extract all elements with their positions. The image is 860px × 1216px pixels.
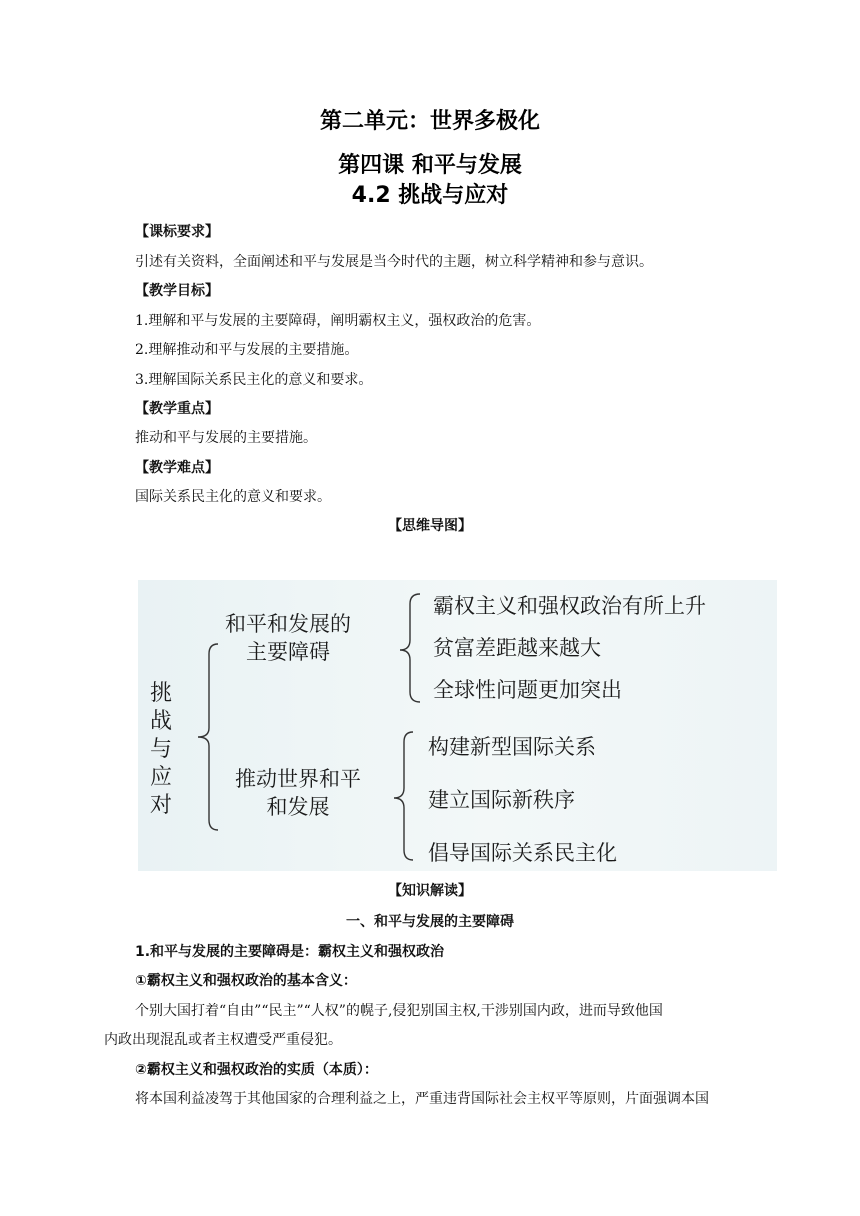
knowledge-heading: 【知识解读】 [388, 883, 472, 899]
branch1-bracket [400, 594, 420, 702]
branch-obstacles-line1: 和平和发展的 [225, 612, 351, 636]
branch2-bracket [394, 732, 413, 860]
unit-title: 第二单元：世界多极化 [319, 109, 540, 134]
sub-1-title: ①霸权主义和强权政治的基本含义： [135, 973, 357, 989]
leaf-new-relations: 构建新型国际关系 [428, 735, 596, 759]
branch-measures-line2: 和发展 [266, 795, 330, 819]
sub-1-text-line2: 内政出现混乱或者主权遭受严重侵犯。 [104, 1032, 342, 1048]
branch-obstacles-line2: 主要障碍 [246, 640, 330, 664]
point-1: 1.和平与发展的主要障碍是：霸权主义和强权政治 [135, 944, 445, 960]
branch-obstacles [218, 610, 358, 666]
leaf-wealth-gap: 贫富差距越来越大 [433, 636, 601, 660]
sub-2-title: ②霸权主义和强权政治的实质（本质）： [135, 1062, 378, 1078]
branch-measures-line1: 推动世界和平 [235, 767, 361, 791]
difficulty-heading: 【教学难点】 [135, 460, 219, 476]
leaf-global-issues: 全球性问题更加突出 [433, 678, 622, 702]
sub-2-text-line1: 将本国利益凌驾于其他国家的合理利益之上，严重违背国际社会主权平等原则，片面强调本国 [135, 1091, 709, 1107]
mind-map-diagram [138, 580, 777, 871]
curriculum-heading: 【课标要求】 [135, 224, 219, 240]
lesson-title: 第四课 和平与发展 [338, 153, 522, 178]
keypoint-text: 推动和平与发展的主要措施。 [135, 430, 317, 446]
keypoint-heading: 【教学重点】 [135, 401, 219, 417]
knowledge-section-title: 一、和平与发展的主要障碍 [346, 914, 514, 930]
leaf-hegemonism: 霸权主义和强权政治有所上升 [433, 594, 706, 618]
branch-measures [220, 765, 376, 821]
root-bracket [198, 644, 218, 830]
goal-item-1: 1.理解和平与发展的主要障碍，阐明霸权主义，强权政治的危害。 [135, 313, 541, 329]
leaf-new-order: 建立国际新秩序 [428, 788, 575, 812]
section-title: 4.2 挑战与应对 [351, 183, 509, 208]
curriculum-text: 引述有关资料，全面阐述和平与发展是当今时代的主题，树立科学精神和参与意识。 [135, 254, 653, 270]
leaf-democratization: 倡导国际关系民主化 [428, 841, 617, 865]
mindmap-heading: 【思维导图】 [388, 518, 472, 534]
difficulty-text: 国际关系民主化的意义和要求。 [135, 489, 331, 505]
goal-item-2: 2.理解推动和平与发展的主要措施。 [135, 342, 359, 358]
goal-item-3: 3.理解国际关系民主化的意义和要求。 [135, 372, 373, 388]
goals-heading: 【教学目标】 [135, 283, 219, 299]
sub-1-text-line1: 个别大国打着“自由”“民主”“人权”的幌子,侵犯别国主权,干涉别国内政，进而导致他国 [135, 1003, 663, 1019]
mind-map-root: 挑战与应对 [149, 681, 172, 818]
